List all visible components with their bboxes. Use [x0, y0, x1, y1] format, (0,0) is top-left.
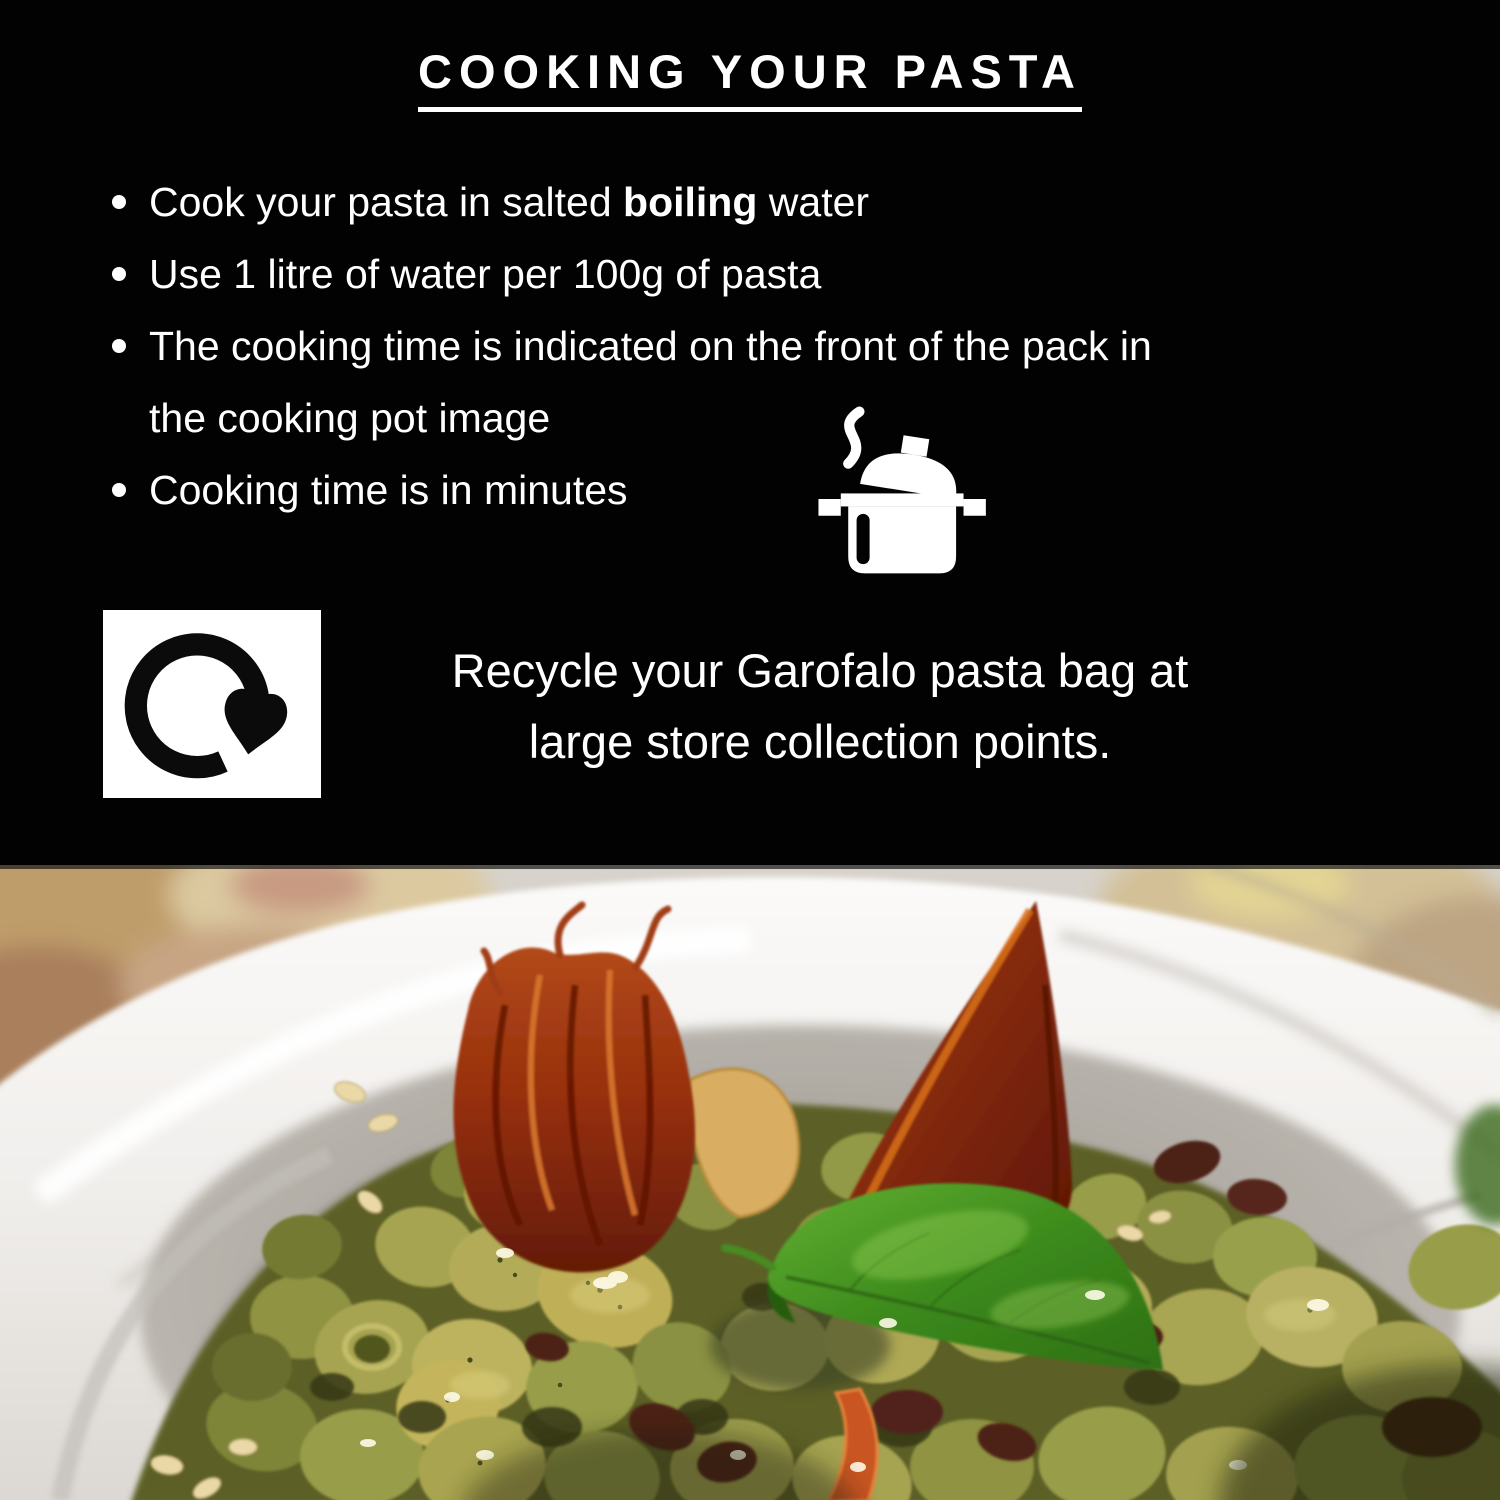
bullet-marker — [112, 195, 126, 209]
bullet-text: Cook your pasta in salted boiling water — [149, 179, 870, 225]
recycle-message — [340, 635, 1300, 777]
page-title-text: COOKING YOUR PASTA — [418, 45, 1082, 112]
recycle-line-1: Recycle your Garofalo pasta bag at — [451, 644, 1189, 697]
list-item — [112, 310, 1422, 454]
bullet-marker — [112, 267, 126, 281]
list-item — [112, 238, 1422, 310]
bullet-marker — [112, 339, 126, 353]
page-title — [0, 44, 1500, 99]
cooking-instructions-list — [112, 166, 1422, 526]
cooking-pot-icon — [793, 406, 989, 592]
bullet-marker — [112, 483, 126, 497]
list-item — [112, 454, 1422, 526]
bullet-text: Cooking time is in minutes — [149, 467, 628, 513]
bullet-text: Use 1 litre of water per 100g of pasta — [149, 251, 822, 297]
list-item — [112, 166, 1422, 238]
recycle-heart-icon — [103, 610, 321, 798]
recycle-line-2: large store collection points. — [528, 715, 1112, 768]
pasta-dish-photo — [0, 865, 1500, 1500]
bullet-text: The cooking time is indicated on the front of the pack in the cooking pot image — [149, 323, 1152, 441]
